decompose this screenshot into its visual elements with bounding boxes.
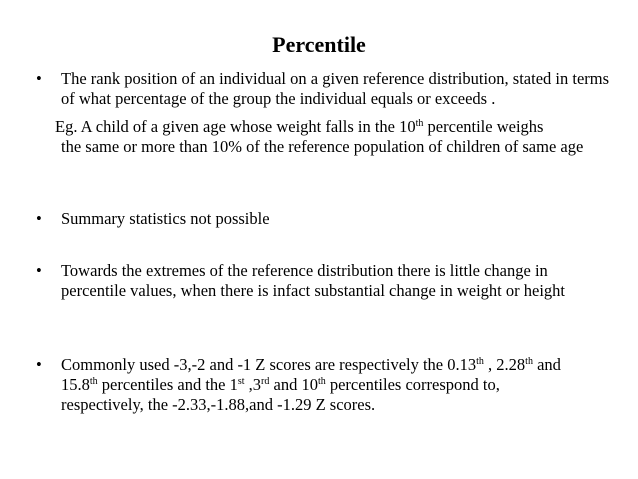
bullet-icon: • — [36, 69, 42, 88]
bullet-text: The rank position of an individual on a given reference distribution, stated in terms of what percentage of the group the individual equals or exceeds . — [61, 69, 610, 108]
bullet-text: Summary statistics not possible — [61, 209, 270, 228]
z-text-2: , 2.28 — [483, 355, 526, 374]
bullet-icon: • — [36, 355, 42, 374]
z-sup-1: th — [476, 356, 484, 367]
z-sup-6: th — [317, 376, 326, 387]
slide-title: Percentile — [272, 32, 366, 57]
bullet-text: Towards the extremes of the reference distribution there is little change in percentile values, when there is infact substantial change in weight or height — [61, 261, 565, 300]
z-text-5: ,3 — [244, 375, 262, 394]
example-text-end: percentile weighs — [423, 117, 544, 136]
z-sup-3: th — [89, 376, 98, 387]
z-sup-5: rd — [261, 376, 270, 387]
z-text-1: Commonly used -3,-2 and -1 Z scores are respectively the 0.13 — [61, 355, 477, 374]
bullet-icon: • — [36, 261, 42, 280]
z-sup-4: st — [237, 376, 245, 387]
z-text-4: percentiles and the 1 — [97, 375, 238, 394]
example-continuation: the same or more than 10% of the reference population of children of same age — [61, 137, 584, 156]
example-first-line — [55, 117, 543, 137]
example-superscript: th — [415, 118, 424, 129]
z-text-7: percentiles correspond to, respectively, the -2.33,-1.88,and -1.29 Z scores. — [61, 375, 500, 414]
z-text-3: and 15.8 — [61, 355, 561, 394]
example-text-start: Eg. A child of a given age whose weight falls in the 10 — [55, 117, 416, 136]
bullet-text — [61, 355, 586, 415]
z-text-6: and 10 — [269, 375, 318, 394]
bullet-icon: • — [36, 209, 42, 228]
z-sup-2: th — [525, 356, 533, 367]
